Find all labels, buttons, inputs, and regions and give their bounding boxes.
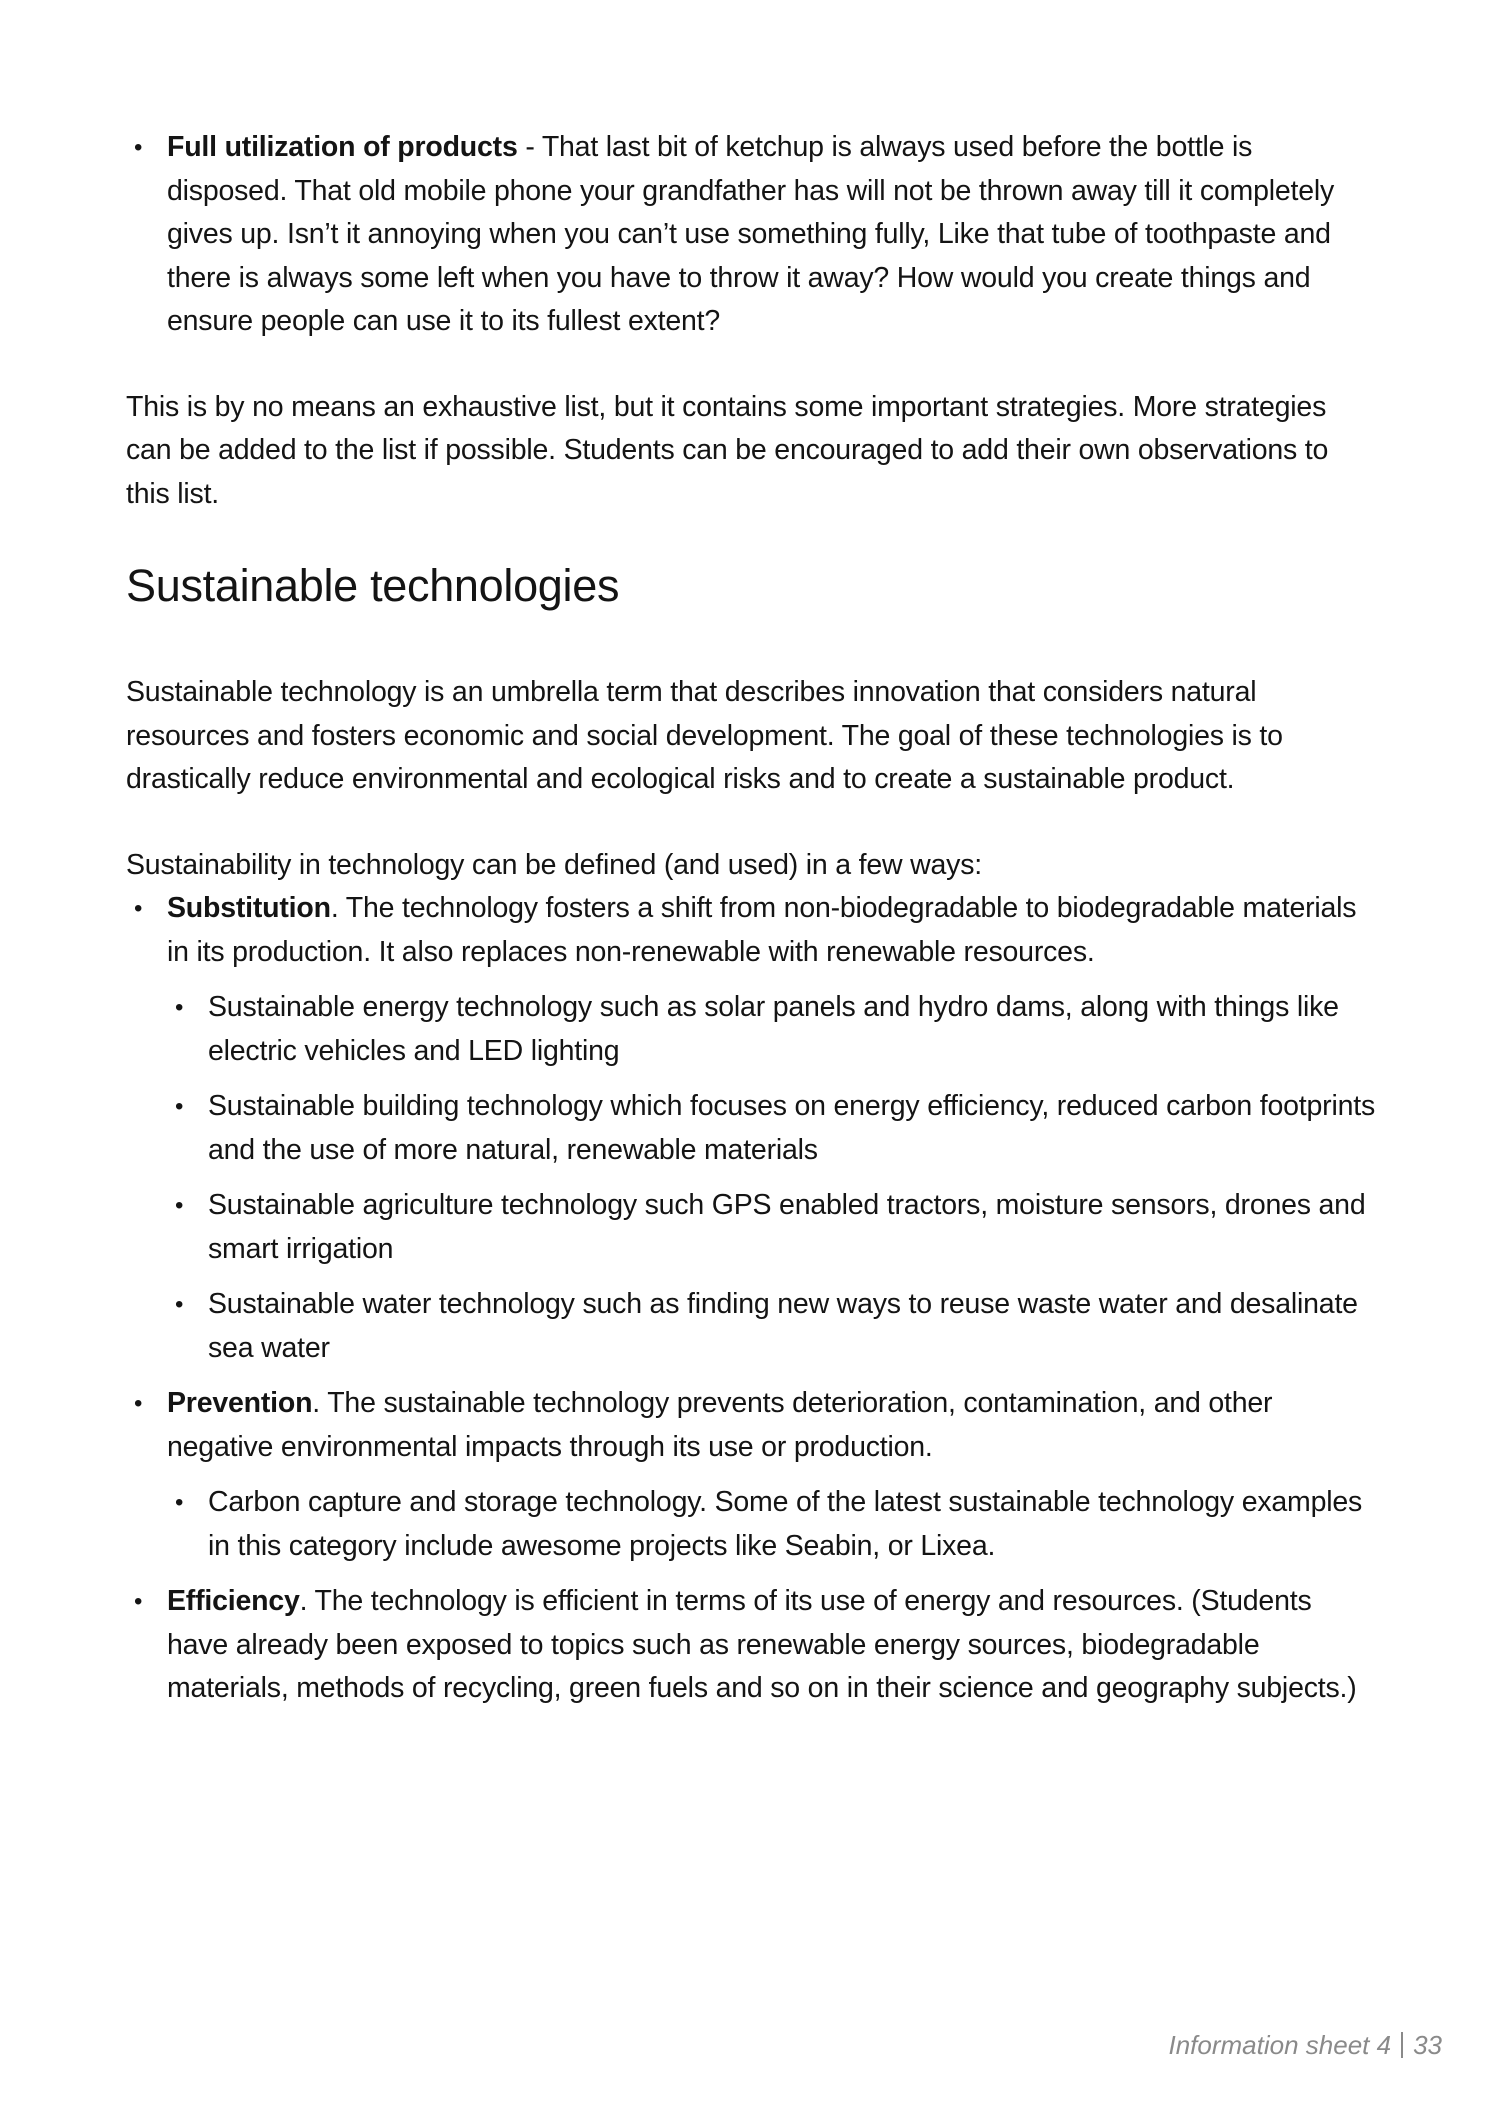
bullet-text: - That last bit of ketchup is always used before the bottle is disposed. That old mobile phone your grandfather has will not be thrown away till it completely gives up. Isn’t it annoying when you can’t use something fully, Like that tube of toothpaste and there is always some left when you have to throw it away? How would you create things and ensure people can use it to its fullest extent? xyxy=(167,131,1335,337)
bullet-icon: • xyxy=(134,1390,143,1417)
bullet-term: Substitution xyxy=(167,892,331,924)
sub-item-text: Carbon capture and storage technology. Some of the latest sustainable technology examples in this category include awesome projects like Seabin, or Lixea. xyxy=(208,1486,1363,1562)
bullet-term: Prevention xyxy=(167,1387,313,1419)
bullet-icon: • xyxy=(175,1291,184,1318)
sub-item-text: Sustainable energy technology such as solar panels and hydro dams, along with things like electric vehicles and LED lighting xyxy=(208,991,1339,1067)
list-note-paragraph: This is by no means an exhaustive list, but it contains some important strategies. More strategies can be added to the list if possible. Students can be encouraged to add their own observations to this list. xyxy=(126,390,1329,510)
ways-intro: Sustainability in technology can be defined (and used) in a few ways: xyxy=(126,848,982,881)
bullet-text: . The technology fosters a shift from non-biodegradable to biodegradable materials in its production. It also replaces non-renewable with renewable resources. xyxy=(167,892,1357,968)
bullet-text: . The sustainable technology prevents deterioration, contamination, and other negative environmental impacts through its use or production. xyxy=(167,1387,1273,1463)
section-heading: Sustainable technologies xyxy=(126,560,620,611)
ways-list xyxy=(126,887,1376,974)
ways-list-final xyxy=(126,1580,1376,1711)
intro-bullet-list xyxy=(126,126,1376,344)
sheet-label: Information sheet 4 xyxy=(1168,2030,1392,2060)
sub-list-item xyxy=(167,1481,1376,1568)
prevention-sublist xyxy=(126,1481,1376,1568)
list-item-substitution xyxy=(126,887,1376,974)
list-item xyxy=(126,126,1376,344)
sub-item-text: Sustainable building technology which focuses on energy efficiency, reduced carbon footprints and the use of more natural, renewable materials xyxy=(208,1090,1376,1166)
substitution-sublist xyxy=(126,986,1376,1370)
bullet-icon: • xyxy=(134,1588,143,1615)
bullet-icon: • xyxy=(175,1192,184,1219)
bullet-term: Efficiency xyxy=(167,1585,300,1617)
bullet-icon: • xyxy=(175,994,184,1021)
sub-list-item xyxy=(167,986,1376,1073)
list-item-prevention xyxy=(126,1382,1376,1469)
bullet-icon: • xyxy=(175,1093,184,1120)
page-content xyxy=(126,126,1376,1711)
list-item-efficiency xyxy=(126,1580,1376,1711)
page-footer xyxy=(1169,2030,1443,2061)
bullet-text: . The technology is efficient in terms of its use of energy and resources. (Students have already been exposed to topics such as renewable energy sources, biodegradable materials, methods of recycling, green fuels and so on in their science and geography subjects.) xyxy=(167,1585,1357,1704)
sub-list-item xyxy=(167,1283,1376,1370)
footer-divider xyxy=(1401,2032,1403,2058)
bullet-icon: • xyxy=(134,895,143,922)
bullet-icon: • xyxy=(175,1489,184,1516)
sub-list-item xyxy=(167,1184,1376,1271)
definition-paragraph: Sustainable technology is an umbrella term that describes innovation that considers natural resources and fosters economic and social development. The goal of these technologies is to drastically reduce environmental and ecological risks and to create a sustainable product. xyxy=(126,676,1283,795)
sub-item-text: Sustainable agriculture technology such GPS enabled tractors, moisture sensors, drones and smart irrigation xyxy=(208,1189,1366,1265)
sub-list-item xyxy=(167,1085,1376,1172)
bullet-icon: • xyxy=(134,134,143,161)
bullet-term: Full utilization of products xyxy=(167,131,518,163)
page-number: 33 xyxy=(1413,2030,1442,2060)
ways-list-continued xyxy=(126,1382,1376,1469)
sub-item-text: Sustainable water technology such as finding new ways to reuse waste water and desalinate sea water xyxy=(208,1288,1358,1364)
